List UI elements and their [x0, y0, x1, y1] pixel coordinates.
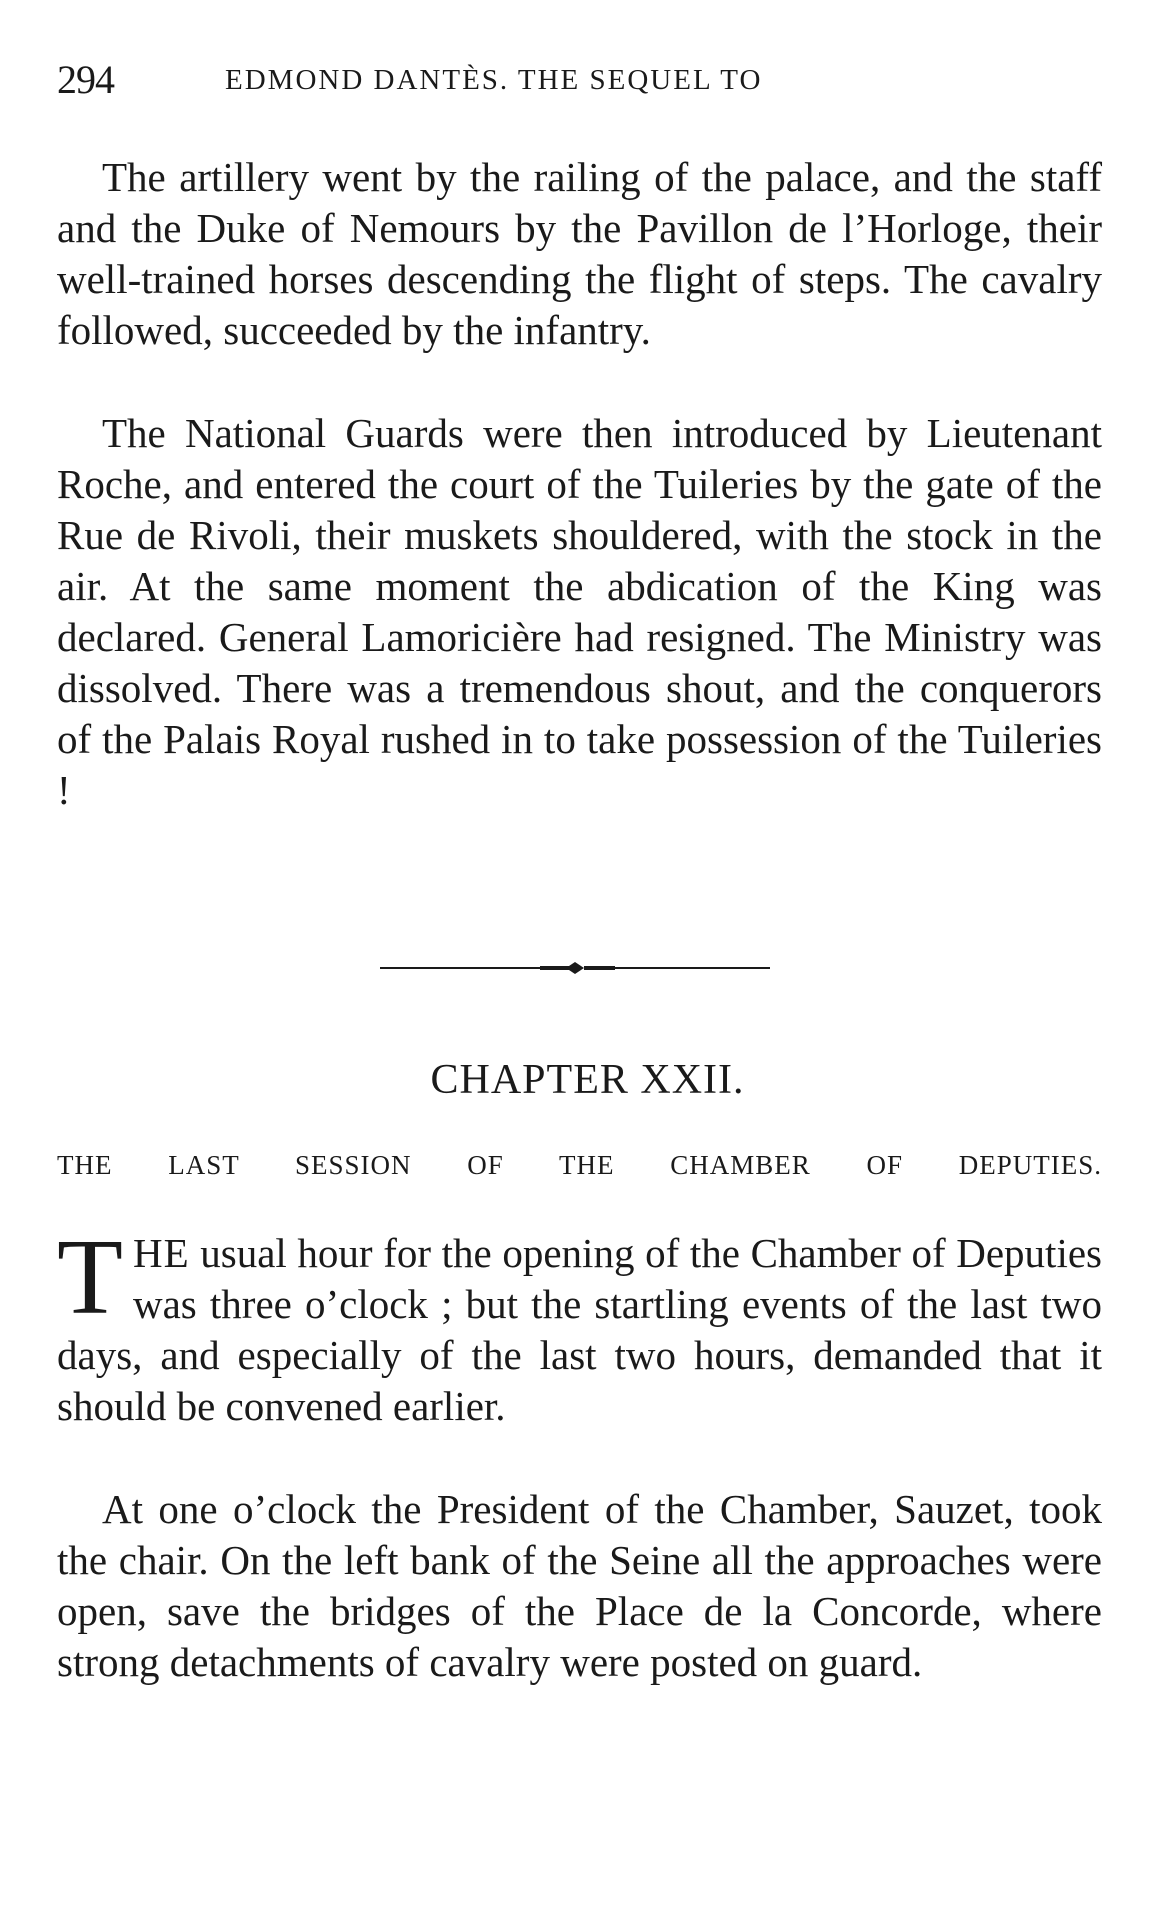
running-head: EDMOND DANTÈS. THE SEQUEL TO [225, 64, 763, 96]
chapter-title: CHAPTER XXII. [430, 1057, 745, 1103]
paragraph-national-guards: The National Guards were then introduced by Lieutenant Roche, and entered the court of the Tuileries by the gate of the Rue de Rivoli, their muskets shouldered, with the stock in the air. At the same moment the abdication of the King was declared. General Lamoricière had resigned. The Ministry was dissolved. There was a tremendous shout, and the conquerors of the Palais Royal rushed in to take possession of the Tuileries ! [57, 410, 1102, 813]
page-header [57, 56, 1107, 106]
section-divider-ornament [380, 958, 770, 978]
paragraph-artillery: The artillery went by the railing of the palace, and the staff and the Duke of Nemours by the Pavillon de l’Horloge, their well-trained horses descending the flight of steps. The cavalry followed, succeeded by the infantry. [57, 154, 1102, 353]
paragraph-president-sauzet: At one o’clock the President of the Chamber, Sauzet, took the chair. On the left bank of the Seine all the approaches were open, save the bridges of the Place de la Concorde, where strong detachments of cavalry were posted on guard. [57, 1486, 1102, 1685]
drop-cap: T [57, 1218, 123, 1337]
lead-word: HE [132, 1230, 190, 1276]
paragraph-opening-hour [57, 1218, 1102, 1432]
chapter-subtitle: THE LAST SESSION OF THE CHAMBER OF DEPUTIES. [57, 1150, 1102, 1180]
paragraph-opening-hour-text: usual hour for the opening of the Chamber of Deputies was three o’clock ; but the startling events of the last two days, and especially of the last two hours, demanded that it should be convened earlier. [57, 1230, 1102, 1429]
page-number: 294 [57, 57, 114, 102]
